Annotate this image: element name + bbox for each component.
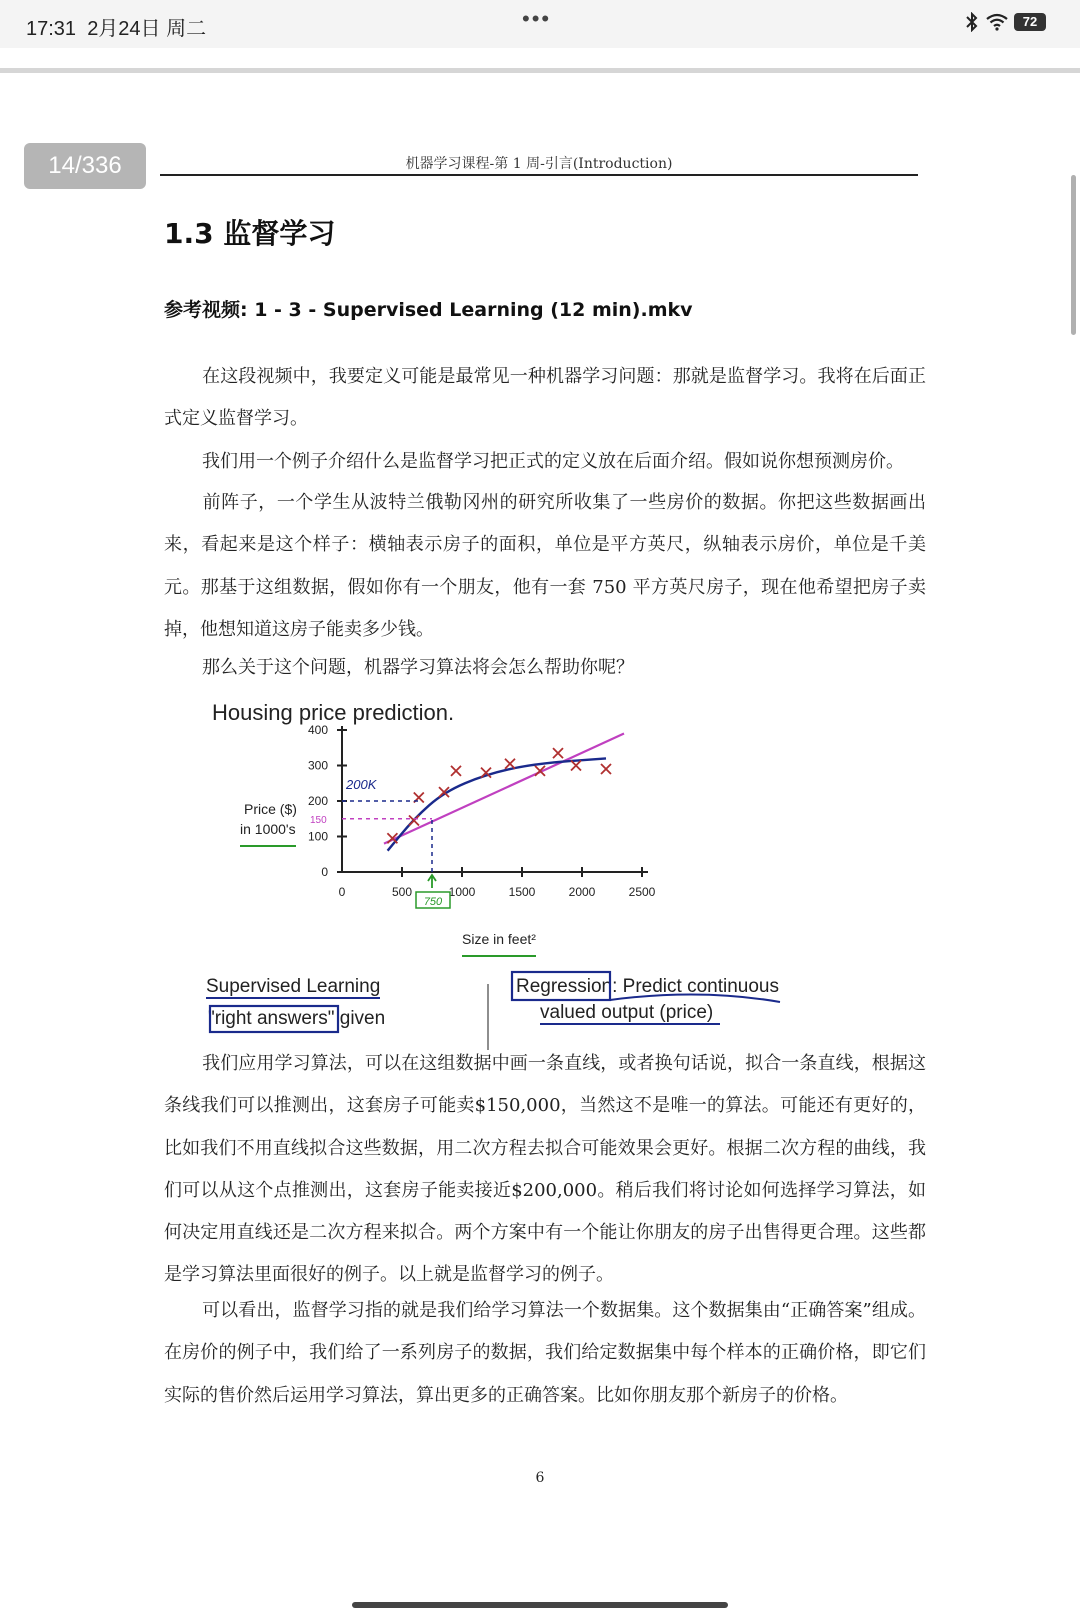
chart-title: Housing price prediction. <box>212 700 455 725</box>
paragraph-2 <box>164 441 926 483</box>
page-number: 6 <box>535 1470 545 1486</box>
valued-output-label: valued output (price) <box>540 1002 714 1023</box>
more-dots-icon[interactable]: ••• <box>522 6 552 31</box>
paragraph-3-text: 前阵子，一个学生从波特兰俄勒冈州的研究所收集了一些房价的数据。你把这些数据画出来，看起来是这个样子：横轴表示房子的面积，单位是平方英尺，纵轴表示房价，单位是千美元。那基于这组数据，假如你有一个朋友，他有一套 750 平方英尺房子，现在他希望把房子卖掉，他想知道这房子能卖多少钱。 <box>164 492 926 640</box>
regression-label: Regression: Predict continuous <box>516 976 779 997</box>
status-date: 2月24日 周二 <box>87 18 207 40</box>
bluetooth-icon <box>964 12 980 32</box>
paragraph-5-text: 我们应用学习算法，可以在这组数据中画一条直线，或者换句话说，拟合一条直线，根据这条线我们可以推测出，这套房子可能卖$150,000，当然这不是唯一的算法。可能还有更好的，比如我们不用直线拟合这些数据，用二次方程去拟合可能效果会更好。根据二次方程的曲线，我们可以从这个点推测出，这套房子能卖接近$200,000。稍后我们将讨论如何选择学习算法，如何决定用直线还是二次方程来拟合。两个方案中有一个能让你朋友的房子出售得更合理。这些都是学习算法里面很好的例子。以上就是监督学习的例子。 <box>164 1053 926 1286</box>
paragraph-4 <box>164 647 926 689</box>
paragraph-5 <box>164 1043 926 1297</box>
paragraph-6 <box>164 1290 926 1417</box>
chart-annotations <box>307 777 450 908</box>
paragraph-4-text: 那么关于这个问题，机器学习算法将会怎么帮助你呢？ <box>202 657 634 678</box>
x-tick-label: 500 <box>391 885 413 899</box>
data-point <box>505 759 515 769</box>
data-point <box>601 764 611 774</box>
wifi-icon <box>986 13 1008 31</box>
arrow-up-icon <box>428 875 436 888</box>
right-answers-label: "right answers" given <box>208 1008 386 1029</box>
status-bar <box>0 0 1080 48</box>
status-time: 17:31 2月24日 周二 <box>26 18 207 40</box>
battery-icon: 72 <box>1014 13 1046 31</box>
y-tick-label: 300 <box>307 758 328 773</box>
x-tick-label: 2000 <box>568 885 596 899</box>
paragraph-2-text: 我们用一个例子介绍什么是监督学习把正式的定义放在后面介绍。假如说你想预测房价。 <box>202 451 904 472</box>
y-tick-label: 400 <box>307 723 328 737</box>
scrollbar-thumb[interactable] <box>1071 175 1076 335</box>
chart-ylabel-2: in 1000's <box>240 821 296 837</box>
housing-price-chart <box>200 700 840 1060</box>
x-tick-label: 1000 <box>448 885 476 899</box>
header-rule <box>160 174 918 176</box>
x-tick-label: 0 <box>338 885 346 899</box>
y-tick-label: 0 <box>321 865 328 879</box>
x-tick-label: 1500 <box>508 885 536 899</box>
chart-ylabel-1: Price ($) <box>244 801 297 817</box>
reference-video: 参考视频: 1 - 3 - Supervised Learning (12 min).mkv <box>164 299 693 321</box>
quadratic-fit-curve <box>388 758 606 850</box>
running-head: 机器学习课程-第 1 周-引言(Introduction) <box>405 156 673 172</box>
chart-fit-lines <box>384 734 624 851</box>
status-icons <box>964 12 1046 32</box>
annot-150: 150 <box>310 814 327 826</box>
annot-200k: 200K <box>346 777 377 792</box>
x-tick-label: 2500 <box>628 885 656 899</box>
data-point <box>553 748 563 758</box>
toolbar-divider <box>0 68 1080 73</box>
paragraph-3 <box>164 482 926 651</box>
linear-fit-line <box>384 734 624 844</box>
paragraph-1 <box>164 356 926 441</box>
annot-750: 750 <box>423 896 443 908</box>
paragraph-1-text: 在这段视频中，我要定义可能是最常见一种机器学习问题：那就是监督学习。我将在后面正式定义监督学习。 <box>164 366 926 430</box>
data-point <box>451 766 461 776</box>
supervised-learning-label: Supervised Learning <box>206 976 381 997</box>
y-tick-label: 100 <box>307 829 328 844</box>
y-tick-label: 200 <box>307 794 328 808</box>
chart-xlabel: Size in feet² <box>462 931 536 947</box>
section-title: 1.3 监督学习 <box>164 217 336 250</box>
chart-points <box>387 748 611 843</box>
data-point <box>571 761 581 771</box>
data-point <box>409 816 419 826</box>
home-indicator[interactable] <box>352 1602 728 1608</box>
page-counter[interactable]: 14/336 <box>24 143 146 189</box>
paragraph-6-text: 可以看出，监督学习指的就是我们给学习算法一个数据集。这个数据集由“正确答案”组成。在房价的例子中，我们给了一系列房子的数据，我们给定数据集中每个样本的正确价格，即它们实际的售价然后运用学习算法，算出更多的正确答案。比如你朋友那个新房子的价格。 <box>164 1300 926 1406</box>
